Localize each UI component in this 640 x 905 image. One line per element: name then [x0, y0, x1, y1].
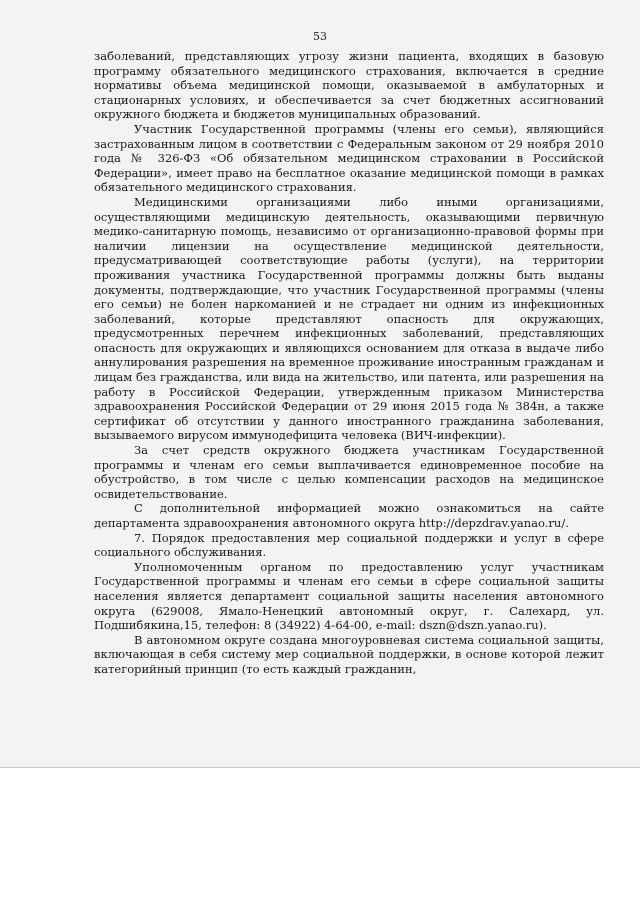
- blank-margin: [0, 768, 640, 905]
- paragraph-social-protection-system: В автономном округе создана многоуровневая система социальной защиты, включающая в себя систему мер социальной поддержки, в основе которой лежит категорийный принцип (то есть каждый гражданин,: [94, 632, 604, 676]
- page-number: 53: [313, 30, 327, 43]
- section-heading-social-support: 7. Порядок предоставления мер социальной поддержки и услуг в сфере социального обслуживания.: [94, 530, 604, 560]
- paragraph-authorized-body: Уполномоченным органом по предоставлению услуг участникам Государственной программы и членам его семьи в сфере социальной защиты населения является департамент социальной защиты населения автономного округа (629008, Ямало-Ненецкий автономный округ, г. Салехард, ул. Подшибякина,15, телефон: 8 (34922) 4-64-00, e-mail: dszn@dszn.yanao.ru).: [94, 559, 604, 633]
- document-body: [94, 49, 604, 677]
- paragraph-medical-documents: Медицинскими организациями либо иными организациями, осуществляющими медицинскую деятельность, оказывающими первичную медико-санитарную помощь, независимо от организационно-правовой формы при наличии лицензии на осуществление медицинской деятельности, предусматривающей соответствующие работы (услуги), на территории проживания участника Государственной программы должны быть выданы документы, подтверждающие, что участник Государственной программы (члены его семьи) не болен наркоманией и не страдает ни одним из инфекционных заболеваний, которые представляют опасность для окружающих, предусмотренных перечнем инфекционных заболеваний, представляющих опасность для окружающих и являющихся основанием для отказа в выдаче либо аннулирования разрешения на временное проживание иностранным гражданам и лицам без гражданства, или вида на жительство, или патента, или разрешения на работу в Российской Федерации, утвержденным приказом Министерства здравоохранения Российской Федерации от 29 июня 2015 года № 384н, а также сертификат об отсутствии у данного иностранного гражданина заболевания, вызываемого вирусом иммунодефицита человека (ВИЧ-инфекции).: [94, 194, 604, 443]
- paragraph-insured-participant: Участник Государственной программы (члены его семьи), являющийся застрахованным лицом в соответствии с Федеральным законом от 29 ноября 2010 года № 326-ФЗ «Об обязательном медицинском страховании в Российской Федерации», имеет право на бесплатное оказание медицинской помощи в рамках обязательного медицинского страхования.: [94, 121, 604, 195]
- paragraph-relocation-allowance: За счет средств окружного бюджета участникам Государственной программы и членам его семьи выплачивается единовременное пособие на обустройство, в том числе с целью компенсации расходов на медицинское освидетельствование.: [94, 443, 604, 501]
- paragraph-continuation: заболеваний, представляющих угрозу жизни пациента, входящих в базовую программу обязательного медицинского страхования, включается в средние нормативы объема медицинской помощи, оказываемой в амбулаторных и стационарных условиях, и обеспечивается за счет бюджетных ассигнований окружного бюджета и бюджетов муниципальных образований.: [94, 49, 604, 122]
- paragraph-additional-info: С дополнительной информацией можно ознакомиться на сайте департамента здравоохранения автономного округа http://depzdrav.yanao.ru/.: [94, 501, 604, 530]
